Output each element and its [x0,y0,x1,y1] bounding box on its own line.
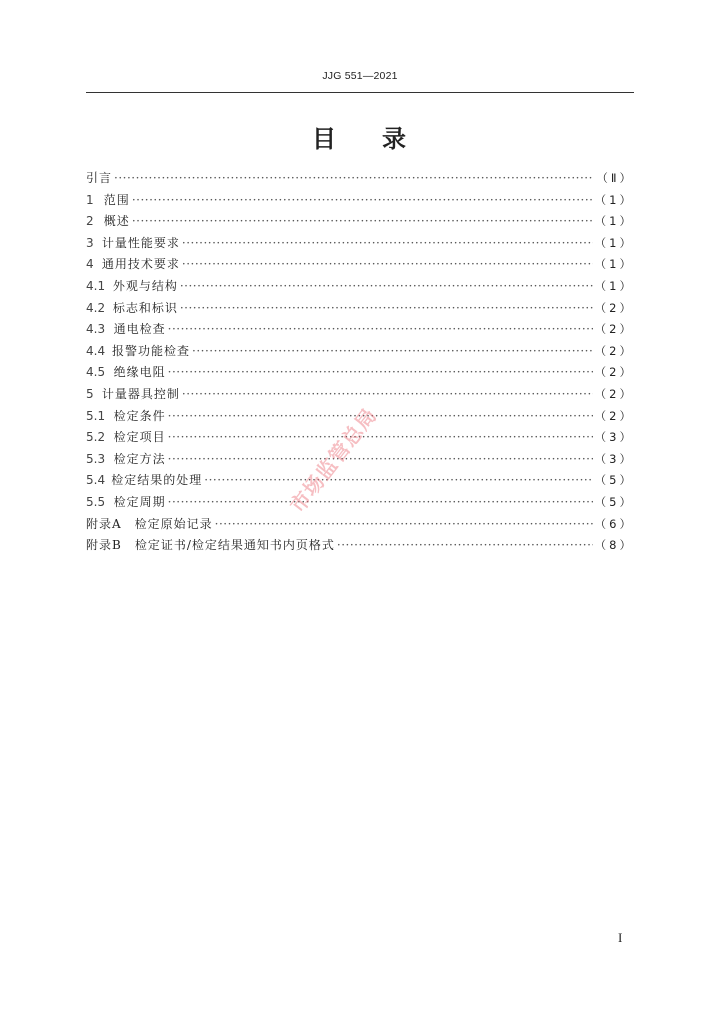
toc-entry-page: （2） [594,365,634,380]
toc-entry-label: 绝缘电阻 [113,365,166,380]
toc-entry-label: 检定结果的处理 [111,473,203,488]
toc-entry-label: 概述 [103,214,130,229]
toc-leader-dots [180,298,593,320]
toc-entry-number: 1 [86,192,94,207]
toc-entry-label: 范围 [103,192,130,207]
toc-entry[interactable] [86,319,634,341]
toc-entry[interactable] [86,492,634,514]
toc-leader-dots [182,233,593,255]
toc-leader-dots [180,276,593,298]
table-of-contents [86,168,634,557]
toc-entry[interactable] [86,362,634,384]
toc-entry[interactable] [86,276,634,298]
toc-entry-page: （2） [594,300,634,315]
toc-entry-number: 5 [86,386,94,401]
toc-entry-page: （5） [594,473,634,488]
toc-entry-number: 4 [86,257,94,272]
toc-entry-page: （1） [594,192,634,207]
toc-entry-page: （1） [594,278,634,293]
toc-entry-number: 5.4 [86,473,106,488]
toc-entry-number: 2 [86,214,94,229]
page-title [86,119,634,154]
toc-entry-number: 5.1 [86,408,106,423]
toc-entry-number: 5.2 [86,430,106,445]
toc-leader-dots [114,168,594,190]
toc-entry-page: （1） [594,235,634,250]
toc-leader-dots [132,211,593,233]
toc-leader-dots [168,449,593,471]
toc-entry-page: （2） [594,386,634,401]
toc-entry-label: 附录A 检定原始记录 [86,516,213,531]
toc-entry-number: 4.5 [86,365,106,380]
toc-leader-dots [182,384,593,406]
toc-leader-dots [132,190,593,212]
toc-entry-page: （Ⅱ） [596,171,634,185]
toc-entry-label: 报警功能检查 [112,343,191,358]
toc-entry-number: 4.3 [86,322,106,337]
toc-leader-dots [182,254,593,276]
toc-entry[interactable] [86,449,634,471]
toc-entry-page: （2） [594,322,634,337]
document-code-header: JJG 551—2021 [322,70,398,82]
toc-entry-number: 4.2 [86,300,106,315]
toc-entry[interactable] [86,233,634,255]
toc-entry[interactable] [86,190,634,212]
toc-entry-page: （5） [594,494,634,509]
toc-entry-number: 4.1 [86,278,106,293]
toc-entry[interactable] [86,535,634,557]
toc-entry-number: 5.3 [86,451,106,466]
toc-entry-number: 3 [86,235,94,250]
toc-entry[interactable] [86,254,634,276]
toc-entry-label: 附录B 检定证书/检定结果通知书内页格式 [86,538,335,553]
toc-entry-page: （2） [594,343,634,358]
toc-entry-label: 标志和标识 [112,300,178,315]
toc-entry-page: （3） [594,451,634,466]
toc-entry-label: 计量性能要求 [101,235,180,250]
toc-leader-dots [168,319,593,341]
toc-entry-number: 4.4 [86,343,106,358]
toc-entry-label: 通用技术要求 [101,257,180,272]
toc-entry[interactable] [86,298,634,320]
toc-leader-dots [168,362,593,384]
watermark: 市场监管总局 [285,403,382,518]
toc-entry-label: 检定条件 [113,408,166,423]
page-number: I [618,930,623,945]
title-char-1: 目 [312,125,338,153]
toc-entry[interactable] [86,168,634,190]
toc-entry-page: （1） [594,214,634,229]
toc-entry[interactable] [86,514,634,536]
header-divider [86,92,634,93]
toc-entry-page: （1） [594,257,634,272]
toc-entry[interactable] [86,211,634,233]
toc-entry-label: 计量器具控制 [101,386,180,401]
toc-entry-page: （2） [594,408,634,423]
toc-leader-dots [168,427,593,449]
toc-entry-number: 5.5 [86,494,106,509]
toc-leader-dots [204,470,592,492]
toc-entry-label: 引言 [86,171,113,185]
toc-entry-label: 检定方法 [113,451,166,466]
toc-entry-page: （3） [594,430,634,445]
toc-entry[interactable] [86,470,634,492]
toc-entry-page: （8） [594,538,634,553]
toc-entry-label: 外观与结构 [112,278,178,293]
toc-entry-label: 通电检查 [113,322,166,337]
toc-entry-label: 检定项目 [113,430,166,445]
toc-entry[interactable] [86,341,634,363]
toc-leader-dots [337,535,593,557]
title-char-2: 录 [382,125,408,153]
toc-entry-page: （6） [594,516,634,531]
toc-leader-dots [192,341,593,363]
toc-leader-dots [168,492,593,514]
toc-entry-label: 检定周期 [113,494,166,509]
toc-leader-dots [215,514,593,536]
